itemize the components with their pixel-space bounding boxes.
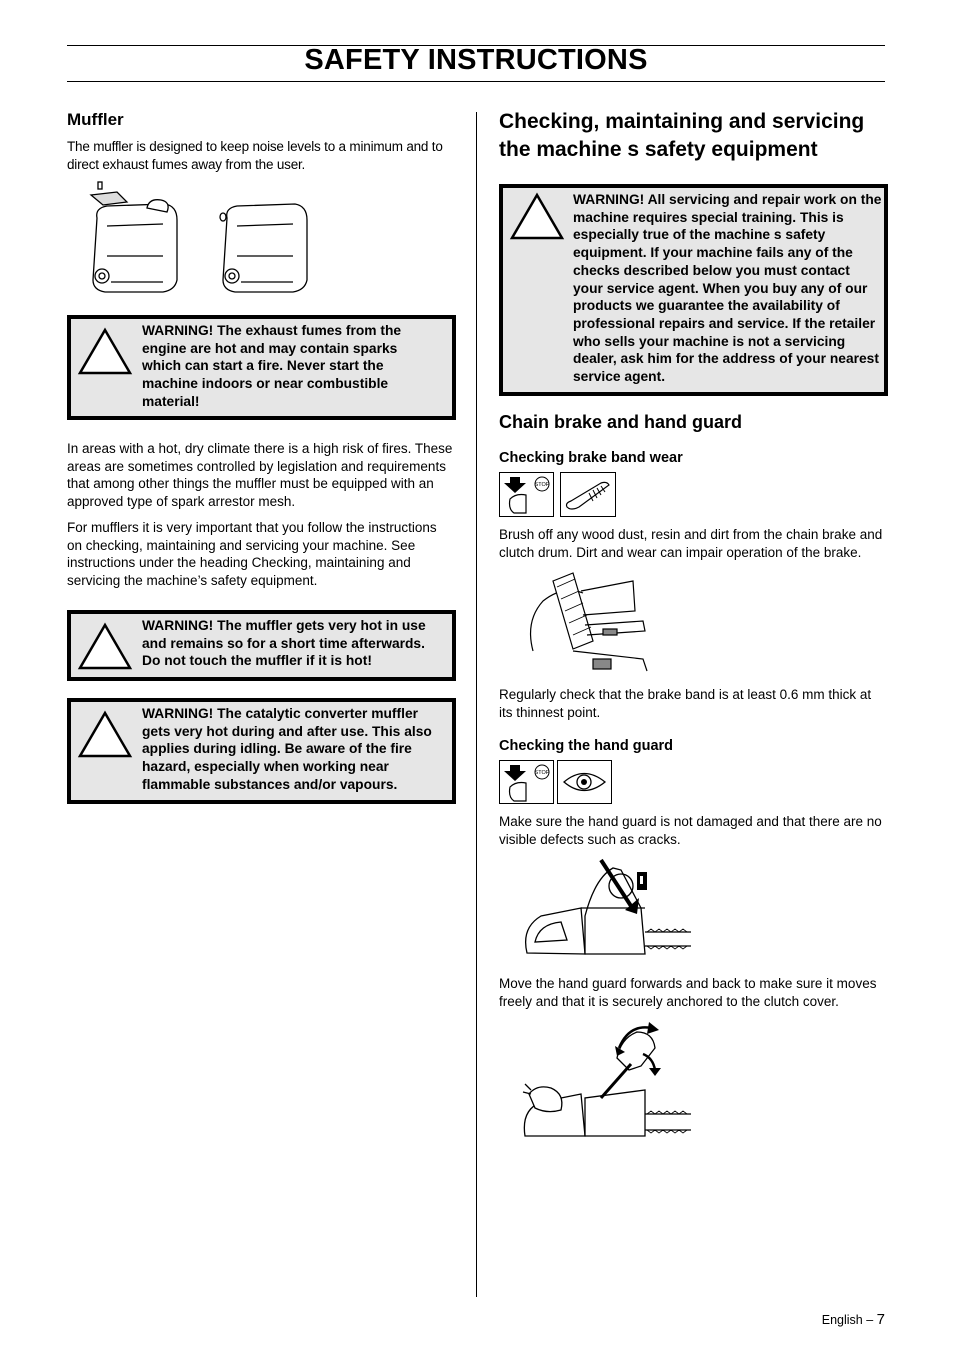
servicing-warning-text: WARNING! All servicing and repair work on the machine requires special training. This is especially true of the machine s safety equipment. If your machine fails any of the checks described below you must contact your service agent. When you buy any of our products we guarantee the availability of professional repairs and service. If the retailer who sells your machine is not a servicing dealer, ask him for the address of your nearest service agent. — [573, 192, 882, 385]
catalytic-warning-text: WARNING! The catalytic converter muffler gets very hot during and after use. This also applies during idling. Be aware of the fire hazard, especially when working near flammable substances and/or vapours. — [142, 706, 432, 792]
servicing-warning-box — [499, 184, 888, 396]
safety-equipment-section — [499, 108, 887, 1143]
muffler-heading: Muffler — [67, 110, 124, 129]
brake-band-icons — [499, 472, 887, 518]
catalytic-warning-box — [67, 698, 456, 804]
warning-triangle-icon — [509, 192, 565, 242]
muffler-drawing — [67, 180, 327, 302]
warning-triangle-icon — [77, 710, 133, 760]
page-title: SAFETY INSTRUCTIONS — [304, 44, 648, 76]
stop-label: STOP — [534, 482, 550, 488]
warning-triangle-icon — [77, 327, 133, 377]
muffler-para-instructions: For mufflers it is very important that you follow the instructions on checking, maintaining and servicing your machine. See instructions under the heading Checking, maintaining and servicing the machine’s safety equipment. — [67, 520, 437, 588]
brake-brush-para: Brush off any wood dust, resin and dirt from the chain brake and clutch drum. Dirt and wear can impair operation of the brake. — [499, 527, 883, 560]
safety-equipment-heading: Checking, maintaining and servicing the machine s safety equipment — [499, 110, 865, 161]
muffler-hot-warning-text: WARNING! The muffler gets very hot in use and remains so for a short time afterwards. Do not touch the muffler if it is hot! — [142, 618, 426, 669]
hand-guard-subheading: Checking the hand guard — [499, 738, 674, 754]
footer-dash: – — [866, 1313, 874, 1327]
hand-guard-illustration — [499, 858, 887, 966]
eye-inspect-icon — [557, 760, 612, 804]
hand-guard-icons — [499, 760, 887, 804]
column-divider — [476, 112, 477, 1297]
muffler-hot-warning-box — [67, 610, 456, 681]
hand-guard-damage-para: Make sure the hand guard is not damaged and that there are no visible defects such as cracks. — [499, 814, 882, 847]
brush-icon — [560, 472, 616, 517]
brake-thickness-para: Regularly check that the brake band is at least 0.6 mm thick at its thinnest point. — [499, 687, 872, 720]
muffler-para-climate: In areas with a hot, dry climate there is a high risk of fires. These areas are sometimes controlled by legislation and requirements that among other things the muffler must be equipped with an approved type of spark arrestor mesh. — [67, 441, 453, 509]
chain-brake-heading: Chain brake and hand guard — [499, 412, 743, 432]
exhaust-warning-text: WARNING! The exhaust fumes from the engine are hot and may contain sparks which can start a fire. Never start the machine indoors or near combustible material! — [142, 323, 402, 409]
brake-band-illustration — [499, 571, 887, 679]
stop-engine-icon — [499, 472, 554, 517]
page-footer — [822, 1311, 885, 1328]
footer-language: English — [821, 1313, 863, 1327]
muffler-illustration — [67, 180, 455, 302]
warning-triangle-icon — [77, 622, 133, 672]
page-number: 7 — [876, 1311, 885, 1328]
muffler-section — [67, 110, 455, 804]
muffler-intro: The muffler is designed to keep noise levels to a minimum and to direct exhaust fumes away from the user. — [67, 139, 443, 172]
hand-guard-move-illustration — [499, 1018, 887, 1143]
exhaust-warning-box — [67, 315, 456, 420]
brake-band-subheading: Checking brake band wear — [499, 450, 683, 466]
stop-engine-icon — [499, 760, 554, 804]
hand-guard-move-para: Move the hand guard forwards and back to make sure it moves freely and that it is securely anchored to the clutch cover. — [499, 976, 877, 1009]
stop-label: STOP — [534, 770, 550, 776]
title-rule-bottom — [67, 81, 885, 82]
